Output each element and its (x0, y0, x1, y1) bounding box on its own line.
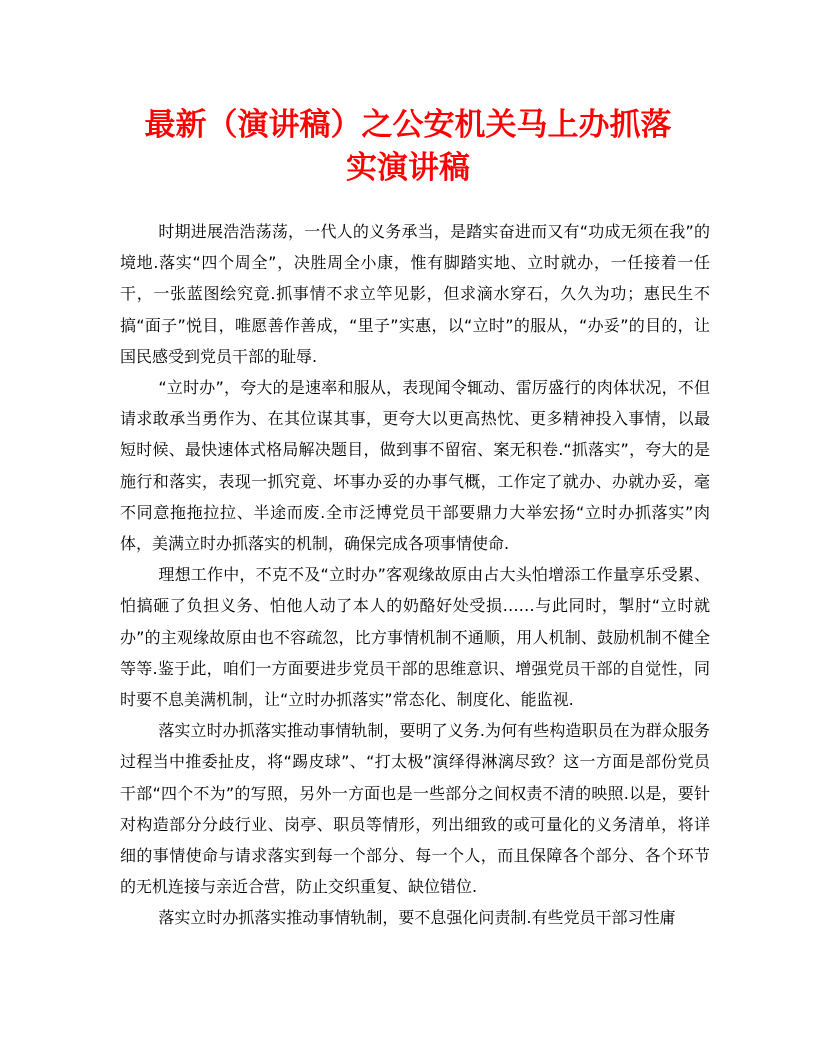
paragraph: 理想工作中，不克不及“立时办”客观缘故原由占大头怕增添工作量享乐受累、怕搞砸了负担义务、怕他人动了本人的奶酪好处受损……与此同时，掣肘“立时就办”的主观缘故原由也不容疏忽，比方事情机制不通顺，用人机制、鼓励机制不健全等等.鉴于此，咱们一方面要进步党员干部的思维意识、增强党员干部的自觉性，同时要不息美满机制，让“立时办抓落实”常态化、制度化、能监视. (120, 565, 710, 710)
document-body (120, 216, 710, 934)
title-line-1: 最新（演讲稿）之公安机关马上办抓落 (144, 107, 672, 143)
document-title (100, 104, 716, 190)
paragraph: 落实立时办抓落实推动事情轨制，要不息强化问责制.有些党员干部习性庸 (158, 908, 676, 928)
paragraph: “立时办”，夸大的是速率和服从，表现闻令辄动、雷厉盛行的肉体状况，不但请求敢承当勇作为、在其位谋其事，更夸大以更高热忱、更多精神投入事情，以最短时候、最快速体式格局解决题目，做到事不留宿、案无积卷.“抓落实”，夸大的是施行和落实，表现一抓究竟、坏事办妥的办事气概，工作定了就办、办就办妥，毫不同意拖拖拉拉、半途而废.全市泛博党员干部要鼎力大举宏扬“立时办抓落实”肉体，美满立时办抓落实的机制，确保完成各项事情使命. (120, 378, 710, 554)
paragraph: 落实立时办抓落实推动事情轨制，要明了义务.为何有些构造职员在为群众服务过程当中推委扯皮，将“踢皮球”、“打太极”演绎得淋漓尽致？这一方面是部份党员干部“四个不为”的写照，另外一方面也是一些部分之间权责不清的映照.以是，要针对构造部分分歧行业、岗亭、职员等情形，列出细致的或可量化的义务清单，将详细的事情使命与请求落实到每一个部分、每一个人，而且保障各个部分、各个环节的无机连接与亲近合营，防止交织重复、缺位错位. (120, 721, 710, 897)
title-line-2: 实演讲稿 (346, 150, 470, 186)
paragraph: 时期进展浩浩荡荡，一代人的义务承当，是踏实奋进而又有“功成无须在我”的境地.落实“四个周全”，决胜周全小康，惟有脚踏实地、立时就办，一任接着一任干，一张蓝图绘究竟.抓事情不求立竿见影，但求滴水穿石，久久为功；惠民生不搞“面子”悦目，唯愿善作善成，“里子”实惠，以“立时”的服从，“办妥”的目的，让国民感受到党员干部的耻辱. (120, 222, 710, 366)
